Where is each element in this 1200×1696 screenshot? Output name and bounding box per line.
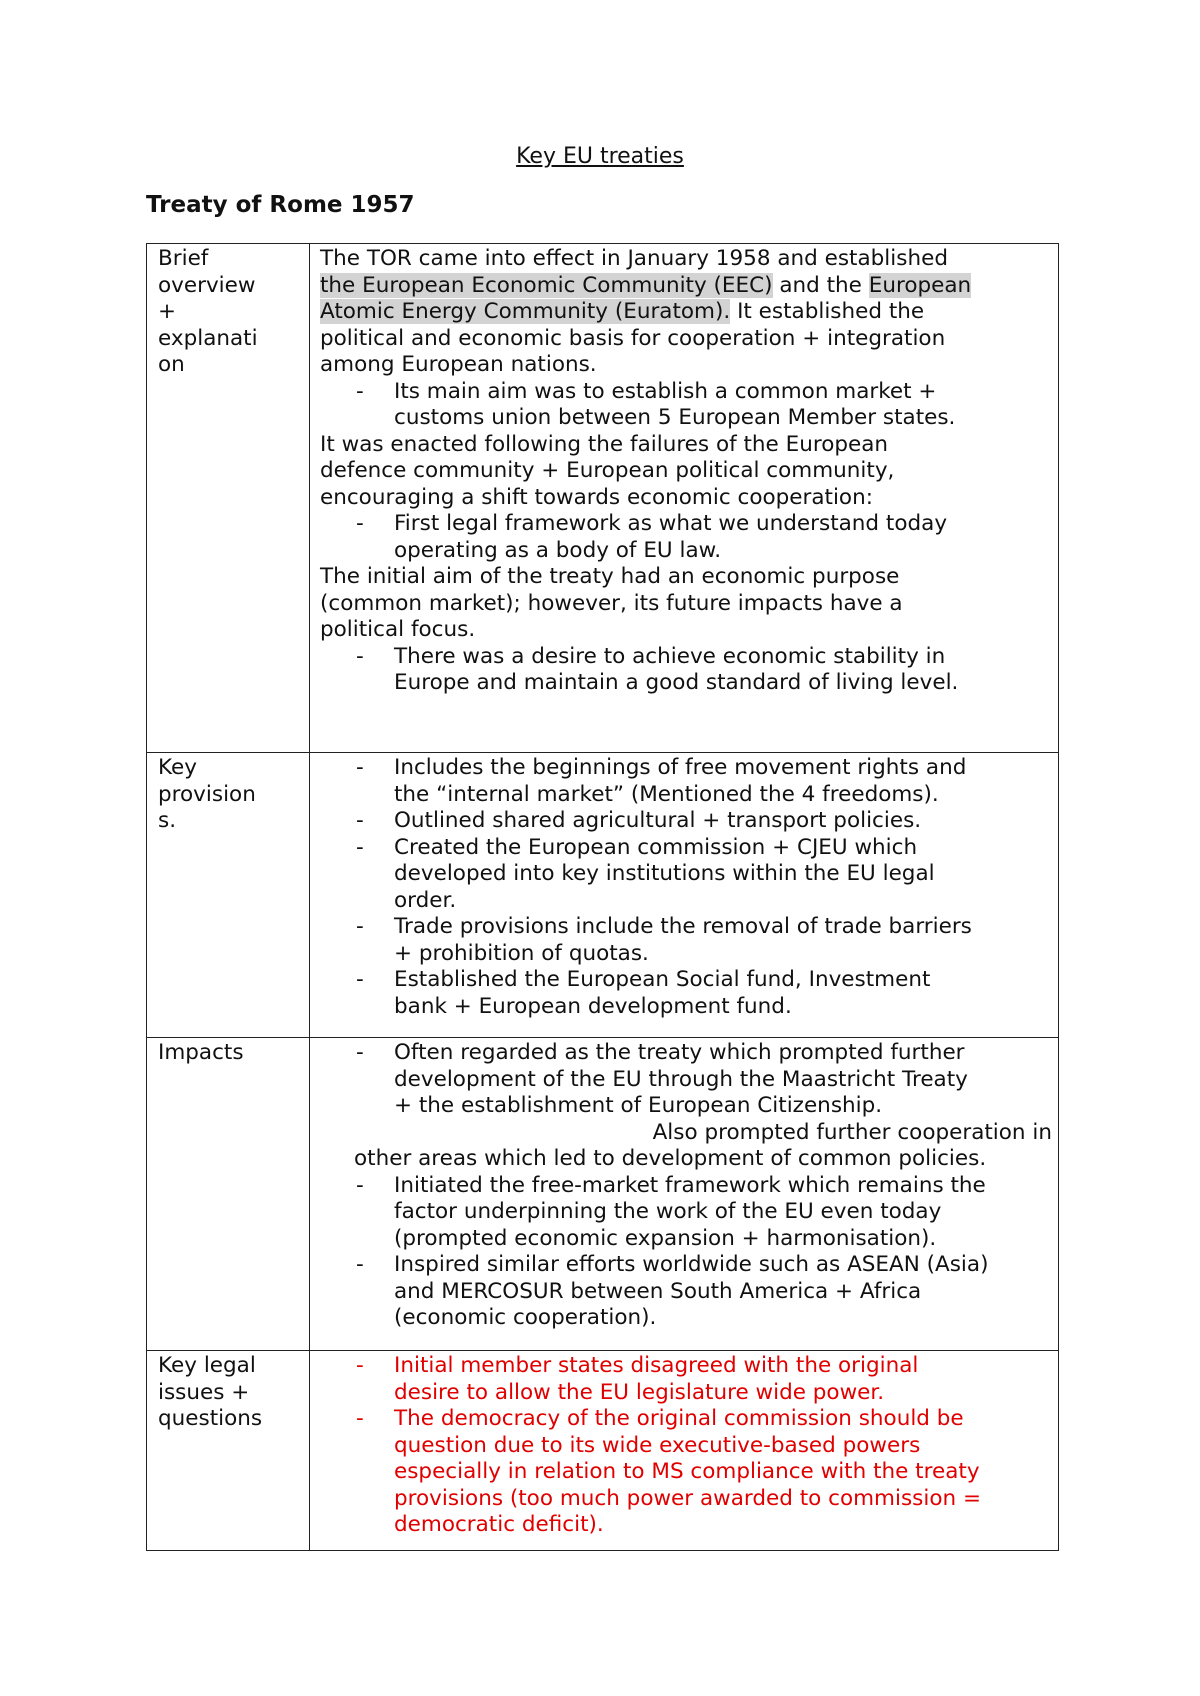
- row-label-line: +: [158, 299, 177, 324]
- bullet-item: [320, 835, 1052, 862]
- bullet-item: [320, 1406, 1052, 1433]
- text-line: [320, 1512, 1052, 1539]
- bullet-item: [320, 755, 1052, 782]
- bullet-dash-icon: -: [356, 378, 364, 404]
- bullet-dash-icon: -: [356, 834, 364, 860]
- text-segment: Established the European Social fund, Investment: [394, 967, 931, 992]
- text-segment: and the: [772, 272, 869, 298]
- text-line: [320, 1146, 1052, 1173]
- text-line: [320, 1093, 1052, 1120]
- bullet-item: [320, 808, 1052, 835]
- text-segment: bank + European development fund.: [394, 993, 792, 1019]
- text-segment: encouraging a shift towards economic cooperation:: [320, 484, 873, 510]
- text-segment: It was enacted following the failures of the European: [320, 431, 889, 457]
- text-line: [320, 326, 1052, 353]
- row-label-line: provision: [158, 781, 256, 807]
- text-segment: The democracy of the original commission should be: [394, 1406, 964, 1431]
- row-label-cell: [147, 753, 310, 1038]
- text-segment: order.: [394, 887, 457, 913]
- bullet-dash-icon: -: [356, 511, 364, 536]
- text-segment: Created the European commission + CJEU which: [394, 834, 918, 860]
- text-segment: Initiated the free-market framework which remains the: [394, 1172, 986, 1198]
- text-line: [320, 994, 1052, 1021]
- row-label-line: overview: [158, 272, 256, 298]
- highlighted-text: Atomic Energy Community (Euratom).: [320, 299, 731, 324]
- text-segment: (common market); however, its future impacts have a: [320, 590, 903, 616]
- bullet-dash-icon: -: [356, 1040, 364, 1065]
- row-content-cell: [310, 244, 1059, 753]
- text-segment: provisions (too much power awarded to commission =: [394, 1485, 981, 1511]
- text-segment: operating as a body of EU law.: [394, 537, 722, 563]
- row-content-cell: [310, 753, 1059, 1038]
- bullet-dash-icon: -: [356, 808, 364, 833]
- bullet-item: [320, 379, 1052, 406]
- text-segment: First legal framework as what we understand today: [394, 511, 948, 536]
- text-segment: Europe and maintain a good standard of living level.: [394, 670, 959, 695]
- text-line: [320, 458, 1052, 485]
- text-segment: Trade provisions include the removal of trade barriers: [394, 914, 972, 939]
- text-line: [320, 1120, 1052, 1147]
- bullet-dash-icon: -: [356, 1252, 364, 1277]
- row-label-line: Key legal: [158, 1353, 256, 1378]
- text-line: [320, 1433, 1052, 1460]
- text-segment: democratic deficit).: [394, 1512, 604, 1537]
- text-segment: other areas which led to development of common policies.: [354, 1146, 987, 1171]
- text-segment: There was a desire to achieve economic stability in: [394, 643, 946, 669]
- text-segment: + prohibition of quotas.: [394, 940, 649, 966]
- text-segment: Often regarded as the treaty which prompted further: [394, 1040, 965, 1065]
- text-segment: developed into key institutions within the EU legal: [394, 861, 935, 886]
- text-segment: Outlined shared agricultural + transport policies.: [394, 808, 922, 833]
- text-segment: The initial aim of the treaty had an economic purpose: [320, 564, 900, 589]
- row-label-line: s.: [158, 808, 177, 833]
- text-segment: desire to allow the EU legislature wide power.: [394, 1379, 885, 1405]
- text-segment: (economic cooperation).: [394, 1305, 657, 1330]
- text-segment: (prompted economic expansion + harmonisation).: [394, 1225, 937, 1251]
- bullet-item: [320, 511, 1052, 538]
- row-content-cell: [310, 1038, 1059, 1351]
- text-segment: political focus.: [320, 617, 476, 642]
- table-row: [147, 1351, 1059, 1551]
- row-label-line: explanati: [158, 325, 258, 351]
- text-line: [320, 1305, 1052, 1332]
- treaty-table: [146, 243, 1059, 1551]
- bullet-item: [320, 1040, 1052, 1067]
- text-line: [320, 782, 1052, 809]
- bullet-item: [320, 1252, 1052, 1279]
- text-segment: political and economic basis for cooperation + integration: [320, 325, 946, 351]
- bullet-dash-icon: -: [356, 1406, 364, 1431]
- text-line: [320, 1279, 1052, 1306]
- text-line: [320, 299, 1052, 326]
- bullet-item: [320, 1173, 1052, 1200]
- text-line: [320, 1199, 1052, 1226]
- text-segment: Its main aim was to establish a common market +: [394, 378, 937, 404]
- table-row: [147, 1038, 1059, 1351]
- text-segment: customs union between 5 European Member states.: [394, 405, 956, 430]
- bullet-dash-icon: -: [356, 755, 364, 780]
- text-line: [320, 352, 1052, 379]
- text-segment: development of the EU through the Maastricht Treaty: [394, 1066, 968, 1092]
- bullet-dash-icon: -: [356, 1353, 364, 1378]
- text-segment: It established the: [730, 299, 925, 324]
- text-line: [320, 861, 1052, 888]
- highlighted-text: European: [868, 272, 972, 298]
- text-line: [320, 1380, 1052, 1407]
- text-line: [320, 670, 1052, 697]
- section-heading: Treaty of Rome 1957: [146, 192, 415, 218]
- text-segment: question due to its wide executive-based powers: [394, 1432, 921, 1458]
- row-label-cell: [147, 1351, 310, 1551]
- text-line: [320, 405, 1052, 432]
- text-line: [320, 273, 1052, 300]
- text-segment: Initial member states disagreed with the original: [394, 1353, 919, 1378]
- highlighted-text: the European Economic Community (EEC): [320, 272, 773, 298]
- bullet-item: [320, 914, 1052, 941]
- text-line: [320, 538, 1052, 565]
- document-title: Key EU treaties: [516, 144, 684, 169]
- text-segment: Also prompted further cooperation in: [652, 1119, 1052, 1145]
- row-label-cell: [147, 1038, 310, 1351]
- text-line: [320, 617, 1052, 644]
- row-label-line: Brief: [158, 246, 209, 271]
- row-label-line: questions: [158, 1406, 263, 1431]
- row-label-line: on: [158, 352, 185, 377]
- text-segment: The TOR came into effect in January 1958 and established: [320, 246, 948, 271]
- bullet-dash-icon: -: [356, 1172, 364, 1198]
- text-segment: among European nations.: [320, 352, 597, 377]
- text-segment: the “internal market” (Mentioned the 4 freedoms).: [394, 781, 939, 807]
- row-label-line: Key: [158, 755, 197, 780]
- bullet-dash-icon: -: [356, 967, 364, 992]
- text-segment: especially in relation to MS compliance with the treaty: [394, 1459, 980, 1484]
- text-segment: and MERCOSUR between South America + Africa: [394, 1278, 922, 1304]
- table-row: [147, 753, 1059, 1038]
- text-segment: + the establishment of European Citizenship.: [394, 1093, 883, 1118]
- table-row: [147, 244, 1059, 753]
- text-segment: Includes the beginnings of free movement rights and: [394, 755, 967, 780]
- text-line: [320, 591, 1052, 618]
- row-label-line: Impacts: [158, 1040, 244, 1065]
- text-line: [320, 1226, 1052, 1253]
- text-line: [320, 1459, 1052, 1486]
- text-segment: defence community + European political community,: [320, 458, 895, 483]
- text-line: [320, 1067, 1052, 1094]
- text-line: [320, 485, 1052, 512]
- bullet-item: [320, 644, 1052, 671]
- text-segment: Inspired similar efforts worldwide such as ASEAN (Asia): [394, 1252, 989, 1277]
- text-line: [320, 888, 1052, 915]
- bullet-dash-icon: -: [356, 914, 364, 939]
- row-content-cell: [310, 1351, 1059, 1551]
- text-line: [320, 941, 1052, 968]
- text-line: [320, 246, 1052, 273]
- bullet-item: [320, 967, 1052, 994]
- bullet-dash-icon: -: [356, 643, 364, 669]
- text-line: [320, 432, 1052, 459]
- row-label-line: issues +: [158, 1379, 250, 1405]
- text-line: [320, 1486, 1052, 1513]
- bullet-item: [320, 1353, 1052, 1380]
- text-segment: factor underpinning the work of the EU even today: [394, 1199, 942, 1224]
- text-line: [320, 564, 1052, 591]
- row-label-cell: [147, 244, 310, 753]
